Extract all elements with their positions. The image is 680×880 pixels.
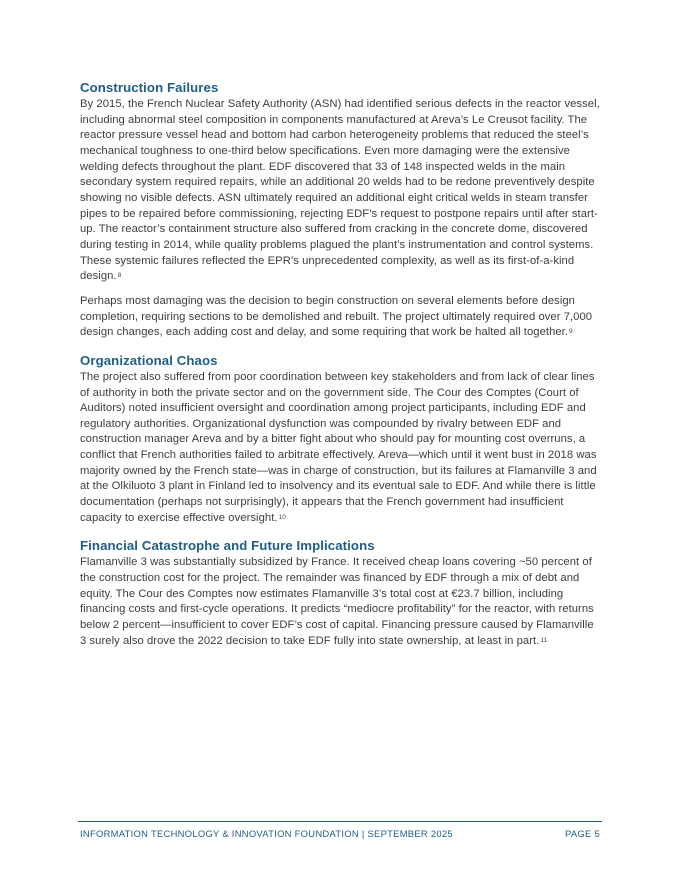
footnote-ref[interactable]: 9 — [569, 328, 573, 336]
section-construction-failures — [80, 78, 602, 341]
paragraph-text: The project also suffered from poor coordination between key stakeholders and from lack of clear lines of authority in both the private sector and on the government side. The Cour des Comptes (Court of Auditors) noted insufficient oversight and coordination among project participants, including EDF and regulatory authorities. Organizational dysfunction was compounded by rivalry between EDF and construction manager Areva and by a bitter fight about who should pay for mounting cost overruns, a conflict that French authorities failed to arbitrate effectively. Areva—which until it went bust in 2018 was majority owned by the French state—was in charge of construction, but its failures at Flamanville 3 and at the Olkiluoto 3 plant in Finland led to insolvency and its eventual sale to EDF. And while there is little documentation (perhaps not surprisingly), it appears that the French government had insufficient capacity to exercise effective oversight. — [80, 370, 597, 524]
paragraph — [80, 555, 602, 649]
paragraph — [80, 97, 602, 285]
paragraph-text: By 2015, the French Nuclear Safety Authority (ASN) had identified serious defects in the reactor vessel, including abnormal steel composition in components manufactured at Areva’s Le Creusot facility. The reactor pressure vessel head and bottom had carbon heterogeneity problems that reduced the steel’s mechanical toughness to one-third below specifications. Even more damaging were the extensive welding defects throughout the plant. EDF discovered that 33 of 148 inspected welds in the main secondary system required repairs, while an additional 20 welds had to be redone preventively despite showing no visible defects. ASN ultimately required an additional eight critical welds in steam transfer pipes to be repaired before commissioning, rejecting EDF’s request to postpone repairs until after start-up. The reactor’s containment structure also suffered from cracking in the concrete dome, discovered during testing in 2014, while quality problems plagued the plant’s instrumentation and control systems. These systemic failures reflected the EPR’s unprecedented complexity, as well as its first-of-a-kind design. — [80, 98, 600, 283]
section-heading: Organizational Chaos — [80, 352, 218, 368]
footer-divider — [78, 821, 602, 822]
footnote-ref[interactable]: 8 — [117, 272, 122, 280]
paragraph — [80, 370, 602, 527]
paragraph-text: Flamanville 3 was substantially subsidized by France. It received cheap loans covering ~50 percent of the construction cost for the project. The remainder was financed by EDF through a mix of debt and equity. The Cour des Comptes now estimates Flamanville 3’s total cost at €23.7 billion, including financing costs and first-cycle operations. It predicts “mediocre profitability” for the reactor, with returns below 2 percent—insufficient to cover EDF’s cost of capital. Financing pressure caused by Flamanville 3 surely also drove the 2022 decision to take EDF fully into state ownership, at least in part. — [80, 556, 594, 647]
section-organizational-chaos — [80, 351, 602, 527]
footnote-ref[interactable]: 10 — [278, 513, 286, 521]
paragraph-text: Perhaps most damaging was the decision to begin construction on several elements before design completion, requiring sections to be demolished and rebuilt. The project ultimately required over 7,000 design changes, each adding cost and delay, and some requiring that work be halted all together. — [80, 294, 593, 339]
section-heading: Construction Failures — [80, 80, 219, 95]
footnote-ref[interactable]: 11 — [540, 636, 548, 644]
page-number: PAGE 5 — [565, 828, 600, 839]
section-financial-catastrophe — [80, 536, 602, 649]
document-body — [80, 78, 602, 649]
footer-organization-date: INFORMATION TECHNOLOGY & INNOVATION FOUNDATION | SEPTEMBER 2025 — [80, 828, 453, 839]
paragraph — [80, 294, 602, 341]
section-heading: Financial Catastrophe and Future Implications — [80, 538, 375, 554]
